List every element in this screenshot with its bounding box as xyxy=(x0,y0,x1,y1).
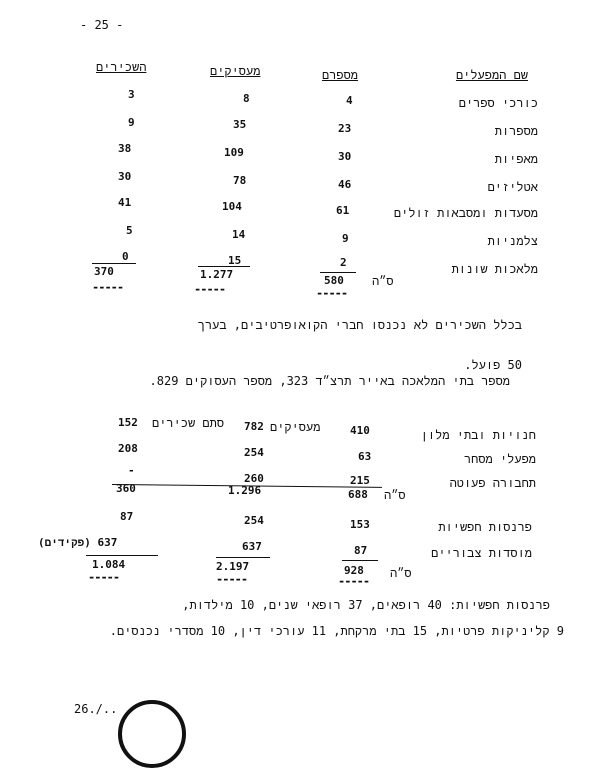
header-employers: מעסיקים xyxy=(210,64,261,78)
sum-line xyxy=(198,266,250,267)
row-name: אטליזים xyxy=(487,180,538,194)
total-label: ס״ה xyxy=(390,566,412,580)
note-line: מספר בתי המלאכה באייר תרצ״ד 323, מספר העסוקים 829. xyxy=(149,374,510,388)
subtotal-employees: 360 xyxy=(116,482,136,495)
next-page-marker: 26./.. xyxy=(74,702,118,716)
note-line: בכלל השכירים לא נכנסו חברי הקואופרטיבים, בערך xyxy=(197,318,522,332)
row-count: 2 xyxy=(340,256,347,269)
row-count: 153 xyxy=(350,518,370,531)
row-count: 23 xyxy=(338,122,352,135)
total-count: 580 xyxy=(324,274,344,287)
row-employees: 41 xyxy=(118,196,132,209)
row-count: 9 xyxy=(342,232,349,245)
total-underline: ----- xyxy=(92,280,124,294)
sum-line xyxy=(92,263,136,264)
row-employees: 0 xyxy=(122,250,129,263)
row-employees: 208 xyxy=(118,442,138,455)
row-name: מלאכות שונות xyxy=(451,262,538,276)
sum-line xyxy=(320,272,356,273)
row-employees: 87 xyxy=(120,510,134,523)
total-employees: 370 xyxy=(94,265,114,278)
employees-label: סתם שכירים xyxy=(152,416,225,430)
stamp-seal xyxy=(118,700,186,768)
row-count: 215 xyxy=(350,474,370,487)
total-employers: 2.197 xyxy=(216,560,250,573)
row-employers: 109 xyxy=(224,146,244,159)
row-name: תחבורה פעוטה xyxy=(449,476,536,490)
row-name: כורכי ספרים xyxy=(458,96,538,110)
sum-line xyxy=(216,557,270,558)
row-name: חנויות ובתי מלון xyxy=(420,428,536,442)
row-employees: - xyxy=(128,464,135,477)
row-employees: 30 xyxy=(118,170,132,183)
row-name: מפעלי מסחר xyxy=(463,452,536,466)
employers-label: מעסיקים xyxy=(270,420,321,434)
total-employers: 1.277 xyxy=(200,268,234,281)
row-employers: 14 xyxy=(232,228,246,241)
row-count: 410 xyxy=(350,424,370,437)
subtotal-label: ס״ה xyxy=(384,488,406,502)
row-employers: 260 xyxy=(244,472,264,485)
sum-line xyxy=(342,560,378,561)
header-establishment-name: שם המפעלים xyxy=(455,68,528,82)
row-name: צלמניות xyxy=(487,234,538,248)
row-employers: 782 xyxy=(244,420,264,433)
row-employers: 637 xyxy=(242,540,262,553)
row-employees: 9 xyxy=(128,116,135,129)
page-number: - 25 - xyxy=(80,18,124,32)
row-count: 4 xyxy=(346,94,353,107)
note-line: 50 פועל. xyxy=(464,358,522,372)
row-employers: 254 xyxy=(244,446,264,459)
total-label: ס״ה xyxy=(372,274,394,288)
row-name: מסעדות ומסבאות זולים xyxy=(393,206,538,220)
row-employers: 35 xyxy=(233,118,247,131)
total-employees: 1.084 xyxy=(92,558,126,571)
header-count: מספרם xyxy=(322,68,359,82)
total-underline: ----- xyxy=(88,570,120,584)
row-employers: 104 xyxy=(222,200,242,213)
row-employees: 3 xyxy=(128,88,135,101)
row-employers: 15 xyxy=(228,254,242,267)
row-count: 46 xyxy=(338,178,352,191)
row-employees: 38 xyxy=(118,142,132,155)
row-employers: 8 xyxy=(243,92,250,105)
row-count: 30 xyxy=(338,150,352,163)
row-count: 87 xyxy=(354,544,368,557)
total-underline: ----- xyxy=(316,286,348,300)
row-name: מספרות xyxy=(494,124,538,138)
subtotal-employers: 1.296 xyxy=(228,484,262,497)
footer-line: 9 קליניקות פרטיות, 15 בתי מרקחת, 11 עורכי דין, 10 מסדרי נכנסים. xyxy=(109,624,564,638)
subtotal-count: 688 xyxy=(348,488,368,501)
row-name: פרנסות חפשיות xyxy=(438,520,532,534)
row-employers: 78 xyxy=(233,174,247,187)
total-count: 928 xyxy=(344,564,364,577)
header-employees: השכירים xyxy=(96,60,147,74)
row-name: מוסדות צבוריים xyxy=(431,546,532,560)
row-count: 63 xyxy=(358,450,372,463)
total-underline: ----- xyxy=(194,282,226,296)
row-employees: 5 xyxy=(126,224,133,237)
row-employees: 637 (פקידים) xyxy=(38,536,118,549)
total-underline: ----- xyxy=(338,574,370,588)
total-underline: ----- xyxy=(216,572,248,586)
row-name: מאפיות xyxy=(494,152,538,166)
row-employees: 152 xyxy=(118,416,138,429)
sum-line xyxy=(86,555,158,556)
row-count: 61 xyxy=(336,204,350,217)
row-employers: 254 xyxy=(244,514,264,527)
footer-line: פרנסות חפשיות: 40 רופאים, 37 רופאי שנים, 10 מילדות, xyxy=(182,598,550,612)
